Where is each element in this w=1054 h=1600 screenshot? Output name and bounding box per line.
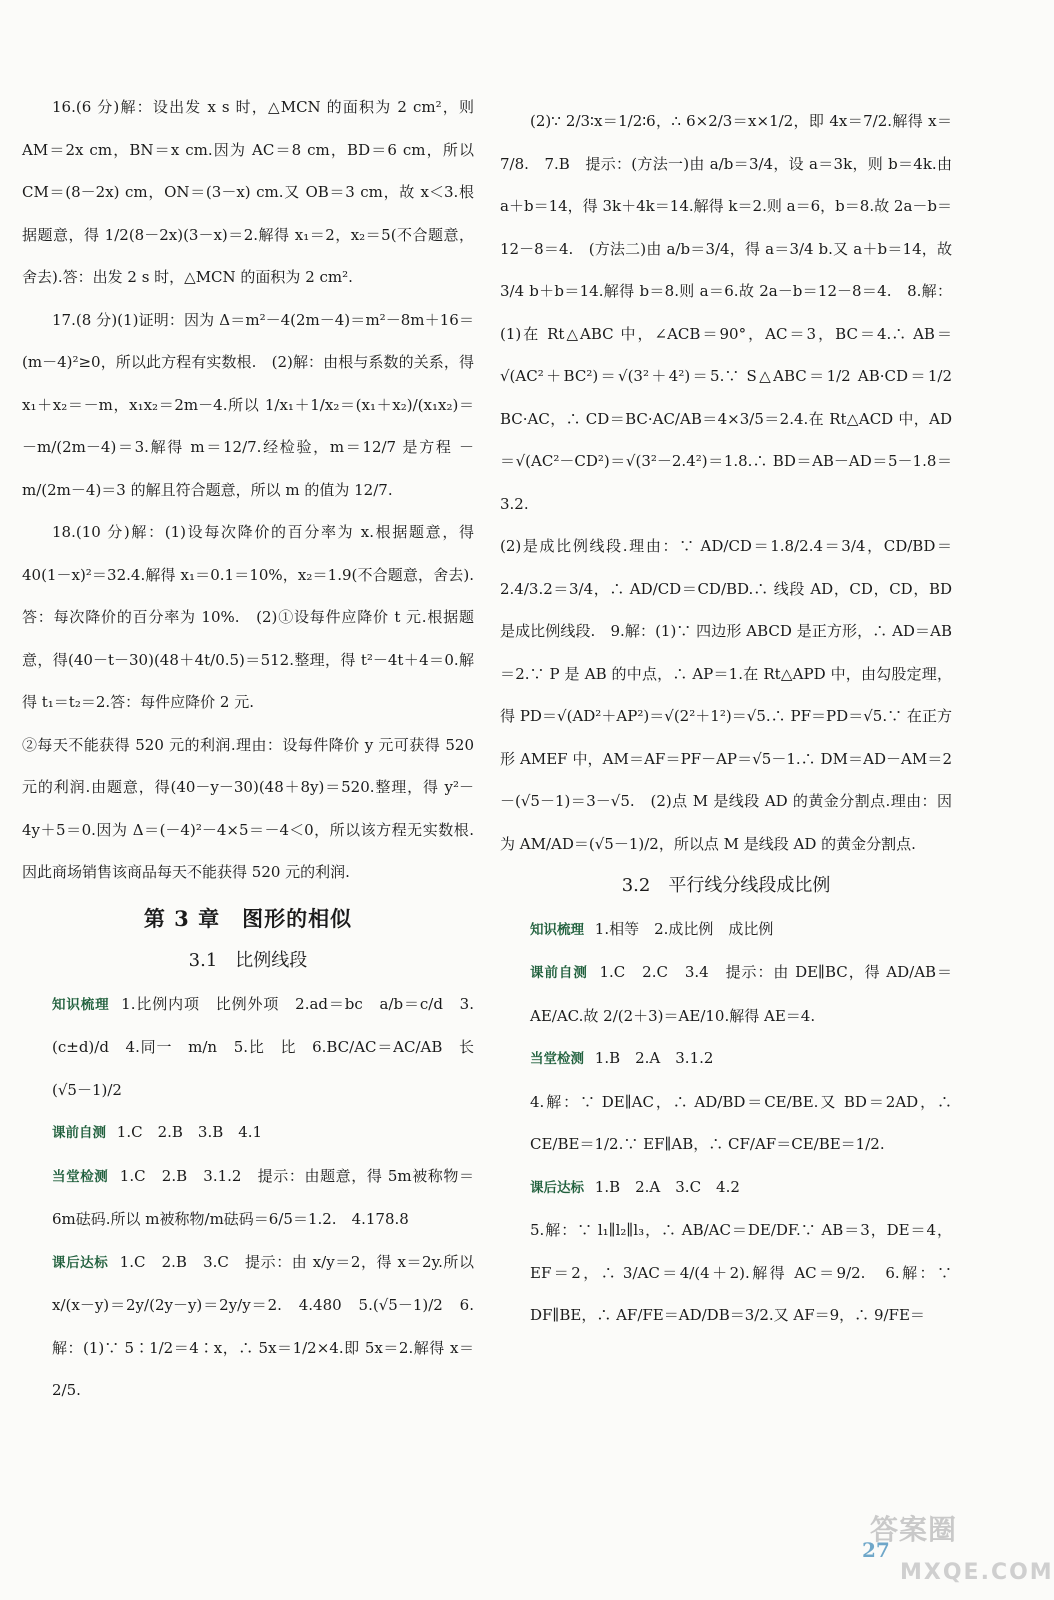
in-class-test-text: 1.C 2.B 3.1.2 提示：由题意，得 5m被称物＝6m砝码.所以 m被称物/m砝码＝6/5＝1.2. 4.178.8 <box>52 1166 475 1228</box>
chapter-title: 第 3 章 图形的相似 <box>143 905 353 931</box>
pre-class-test-text: 1.C 2.B 3.B 4.1 <box>116 1123 263 1141</box>
after-class-test-label: 课后达标 <box>52 1254 109 1271</box>
right-column <box>500 100 952 1337</box>
solution-16: 16.(6 分)解：设出发 x s 时，△MCN 的面积为 2 cm²，则 AM＝2x cm，BN＝x cm.因为 AC＝8 cm，BD＝6 cm，所以 CM＝(8－2x) cm，ON＝(3－x) cm.又 OB＝3 cm，故 x＜3.根据题意，得 1/2(8－2x)(3－x)＝2.解得 x₁＝2，x₂＝5(不合题意，舍去).答：出发 2 s 时，△MCN 的面积为 2 cm². <box>22 98 474 286</box>
solution-6-part2-to-8: (2)∵ 2/3∶x＝1/2∶6，∴ 6×2/3＝x×1/2，即 4x＝7/2.解得 x＝7/8. 7.B 提示：(方法一)由 a/b＝3/4，设 a＝3k，则 b＝4k.由 a＋b＝14，得 3k＋4k＝14.解得 k＝2.则 a＝6，b＝8.故 2a－b＝12－8＝4. (方法二)由 a/b＝3/4，得 a＝3/4 b.又 a＋b＝14，故 3/4 b＋b＝14.解得 b＝8.则 a＝6.故 2a－b＝12－8＝4. 8.解：(1)在 Rt△ABC 中，∠ACB＝90°，AC＝3，BC＝4.∴ AB＝√(AC²＋BC²)＝√(3²＋4²)＝5.∵ S△ABC＝1/2 AB·CD＝1/2 BC·AC，∴ CD＝BC·AC/AB＝4×3/5＝2.4.在 Rt△ACD 中，AD＝√(AC²－CD²)＝√(3²－2.4²)＝1.8.∴ BD＝AB－AD＝5－1.8＝3.2. <box>500 112 952 513</box>
in-class-test-2-q4: 4.解：∵ DE∥AC，∴ AD/BD＝CE/BE.又 BD＝2AD，∴ CE/BE＝1/2.∵ EF∥AB，∴ CF/AF＝CE/BE＝1/2. <box>530 1092 952 1153</box>
pre-class-test-2 <box>500 951 952 1037</box>
knowledge-summary-text: 1.比例内项 比例外项 2.ad＝bc a/b＝c/d 3.(c±d)/d 4.同一 m/n 5.比 比 6.BC/AC＝AC/AB 长 (√5－1)/2 <box>52 994 490 1099</box>
watermark-url: MXQE.COM <box>900 1560 1054 1585</box>
pre-class-test-2-label: 课前自测 <box>530 965 588 981</box>
after-class-test <box>22 1241 474 1412</box>
pre-class-test <box>22 1111 474 1155</box>
section-title-3-1: 3.1 比例线段 <box>188 950 308 971</box>
after-class-test-2-label: 课后达标 <box>530 1179 584 1196</box>
after-class-test-text: 1.C 2.B 3.C 提示：由 x/y＝2，得 x＝2y.所以 x/(x－y)＝2y/(2y－y)＝2y/y＝2. 4.480 5.(√5－1)/2 6.解：(1)∵ 5∶1/2＝4∶x，∴ 5x＝1/2×4.即 5x＝2.解得 x＝2/5. <box>52 1252 475 1399</box>
solution-18: 18.(10 分)解：(1)设每次降价的百分率为 x.根据题意，得 40(1－x)²＝32.4.解得 x₁＝0.1＝10%，x₂＝1.9(不合题意，舍去).答：每次降价的百分率为 10%. (2)①设每件应降价 t 元.根据题意，得(40－t－30)(48＋4t/0.5)＝512.整理，得 t²－4t＋4＝0.解得 t₁＝t₂＝2.答：每件应降价 2 元. <box>22 523 474 711</box>
solution-8-part2-and-9: (2)是成比例线段.理由：∵ AD/CD＝1.8/2.4＝3/4，CD/BD＝2.4/3.2＝3/4，∴ AD/CD＝CD/BD.∴ 线段 AD，CD，CD，BD 是成比例线段. 9.解：(1)∵ 四边形 ABCD 是正方形，∴ AD＝AB＝2.∵ P 是 AB 的中点，∴ AP＝1.在 Rt△APD 中，由勾股定理，得 PD＝√(AD²＋AP²)＝√(2²＋1²)＝√5.∴ PF＝PD＝√5.∵ 在正方形 AMEF 中，AM＝AF＝PF－AP＝√5－1.∴ DM＝AD－AM＝2－(√5－1)＝3－√5. (2)点 M 是线段 AD 的黄金分割点.理由：因为 AM/AD＝(√5－1)/2，所以点 M 是线段 AD 的黄金分割点. <box>500 537 952 853</box>
pre-class-test-2-text: 1.C 2.C 3.4 提示：由 DE∥BC，得 AD/AB＝AE/AC.故 2/(2＋3)＝AE/10.解得 AE＝4. <box>530 963 953 1025</box>
knowledge-summary <box>22 983 490 1112</box>
after-class-test-2 <box>500 1166 952 1210</box>
knowledge-summary-2 <box>500 908 952 952</box>
after-class-test-2-text: 1.B 2.A 3.C 4.2 <box>594 1177 740 1196</box>
in-class-test-2 <box>500 1037 952 1081</box>
pre-class-test-label: 课前自测 <box>52 1125 106 1141</box>
page-number: 27 <box>862 1538 890 1562</box>
solution-17: 17.(8 分)(1)证明：因为 Δ＝m²－4(2m－4)＝m²－8m＋16＝(m－4)²≥0，所以此方程有实数根. (2)解：由根与系数的关系，得 x₁＋x₂＝－m，x₁x₂＝2m－4.所以 1/x₁＋1/x₂＝(x₁＋x₂)/(x₁x₂)＝－m/(2m－4)＝3.解得 m＝12/7.经检验，m＝12/7 是方程 －m/(2m－4)＝3 的解且符合题意，所以 m 的值为 12/7. <box>22 310 474 499</box>
in-class-test <box>22 1155 474 1241</box>
in-class-test-label: 当堂检测 <box>52 1168 109 1185</box>
section-title-3-2: 3.2 平行线分线段成比例 <box>621 875 831 896</box>
knowledge-summary-label: 知识梳理 <box>52 996 110 1013</box>
left-column <box>22 86 490 1412</box>
knowledge-summary-2-text: 1.相等 2.成比例 成比例 <box>594 919 774 938</box>
watermark-logo: 答案圈 <box>870 1513 958 1546</box>
in-class-test-2-label: 当堂检测 <box>530 1051 584 1067</box>
after-class-test-2-q5: 5.解：∵ l₁∥l₂∥l₃，∴ AB/AC＝DE/DF.∵ AB＝3，DE＝4，EF＝2，∴ 3/AC＝4/(4＋2).解得 AC＝9/2. 6.解：∵ DF∥BE，∴ AF/FE＝AD/DB＝3/2.又 AF＝9，∴ 9/FE＝ <box>530 1221 952 1324</box>
in-class-test-2-text: 1.B 2.A 3.1.2 <box>594 1049 714 1067</box>
knowledge-summary-2-label: 知识梳理 <box>530 921 584 938</box>
solution-18-part2: ②每天不能获得 520 元的利润.理由：设每件降价 y 元可获得 520 元的利润.由题意，得(40－y－30)(48＋8y)＝520.整理，得 y²－4y＋5＝0.因为 Δ＝(－4)²－4×5＝－4＜0，所以该方程无实数根.因此商场销售该商品每天不能获得 520 元的利润. <box>22 735 474 881</box>
